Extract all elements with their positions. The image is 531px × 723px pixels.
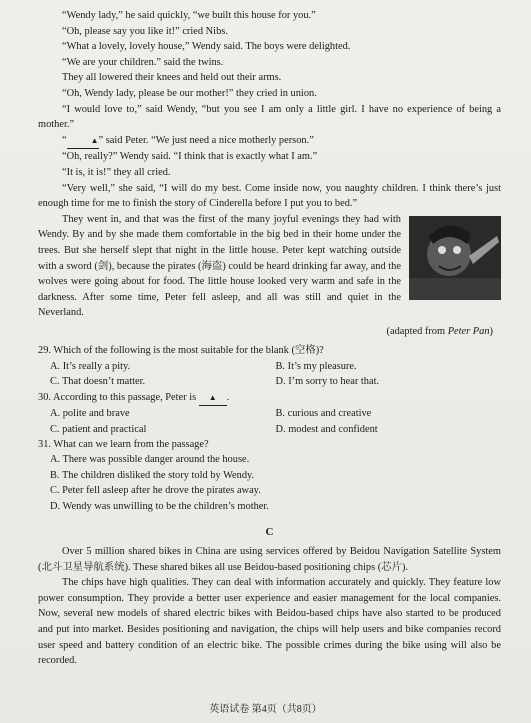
illustration-image <box>409 216 501 300</box>
question-29 <box>38 343 501 389</box>
paragraph: Over 5 million shared bikes in China are using services offered by Beidou Navigation Satellite System (北斗卫星导航系统). These shared bikes all use Beidou-based positioning chips (芯片). <box>38 545 501 573</box>
question-31 <box>38 437 501 514</box>
option-d[interactable]: D. Wendy was unwilling to be the children’s mother. <box>50 500 269 512</box>
blank-line: “ ▲” said Peter. “We just need a nice motherly person.” <box>38 133 501 150</box>
dialogue-line: “Wendy lady,” he said quickly, “we built this house for you.” <box>62 10 316 21</box>
dialogue-line: “Oh, Wendy lady, please be our mother!” they cried in union. <box>62 87 317 99</box>
dialogue-line: “Oh, please say you like it!” cried Nibs. <box>62 25 228 37</box>
question-stem: 29. Which of the following is the most suitable for the blank (空格)? <box>38 345 324 357</box>
paragraph: The chips have high qualities. They can deal with information accurately and quickly. They feature low power consumption. They provide a better user experience and easier management for the local companies. Now, several new models of shared electric bikes with Beidou-based chips have also started to be produced and put into market. Besides positioning and navigation, the chips will help users and bike companies record user speed and battery condition of an electric bike. The possible crimes during the bike using will also be recorded. <box>38 577 501 667</box>
narrative-paragraph: They went in, and that was the first of the many joyful evenings they had with Wendy. By and by she made them comfortable in the big bed in their home under the trees. But she herself slept that night in the little house. Peter kept watching outside with a sword (剑), because the pirates (海盗) could be heard drinking far away, and the wolves were going about for food. The little house looked very warm and safe in the darkness. After some time, Peter fell asleep, and all was still and quiet in the Neverland. <box>38 213 401 319</box>
dialogue-line: “It is, it is!” they all cried. <box>62 166 171 178</box>
dialogue-line: “Very well,” she said, “I will do my best. Come inside now, you naughty children. I think there’s just enough time for me to finish the story of Cinderella before I put you to bed.” <box>38 182 501 210</box>
source-citation: (adapted from Peter Pan) <box>386 325 493 337</box>
illustration-drawing <box>409 216 501 300</box>
option-b[interactable]: B. It’s my pleasure. <box>275 360 357 372</box>
option-d[interactable]: D. modest and confident <box>275 423 378 435</box>
question-30 <box>38 390 501 437</box>
blank-29: ▲ <box>67 133 99 150</box>
option-a[interactable]: A. There was possible danger around the house. <box>50 454 250 466</box>
option-c[interactable]: C. That doesn’t matter. <box>50 376 146 388</box>
question-stem: 30. According to this passage, Peter is ▲ . <box>38 390 501 406</box>
blank-30: ▲ <box>199 390 227 406</box>
option-a[interactable]: A. polite and brave <box>50 408 130 420</box>
page-footer: 英语试卷 第4页（共8页） <box>209 704 322 715</box>
section-label: C <box>265 525 274 538</box>
option-c[interactable]: C. Peter fell asleep after he drove the pirates away. <box>50 485 261 497</box>
option-d[interactable]: D. I’m sorry to hear that. <box>275 376 380 388</box>
dialogue-line: “What a lovely, lovely house,” Wendy said. The boys were delighted. <box>62 41 351 53</box>
option-a[interactable]: A. It’s really a pity. <box>50 360 131 372</box>
dialogue-line: “Oh, really?” Wendy said. “I think that is exactly what I am.” <box>62 151 318 163</box>
passage-b <box>38 8 501 339</box>
dialogue-line: “I would love to,” said Wendy, “but you see I am only a little girl. I have no experience of being a mother.” <box>38 103 501 131</box>
option-b[interactable]: B. curious and creative <box>275 408 372 420</box>
option-c[interactable]: C. patient and practical <box>50 423 147 435</box>
section-c <box>38 526 501 669</box>
dialogue-line: “We are your children.” said the twins. <box>62 56 224 68</box>
question-stem: 31. What can we learn from the passage? <box>38 438 209 450</box>
option-b[interactable]: B. The children disliked the story told by Wendy. <box>50 469 255 481</box>
dialogue-line: They all lowered their knees and held out their arms. <box>62 72 282 84</box>
